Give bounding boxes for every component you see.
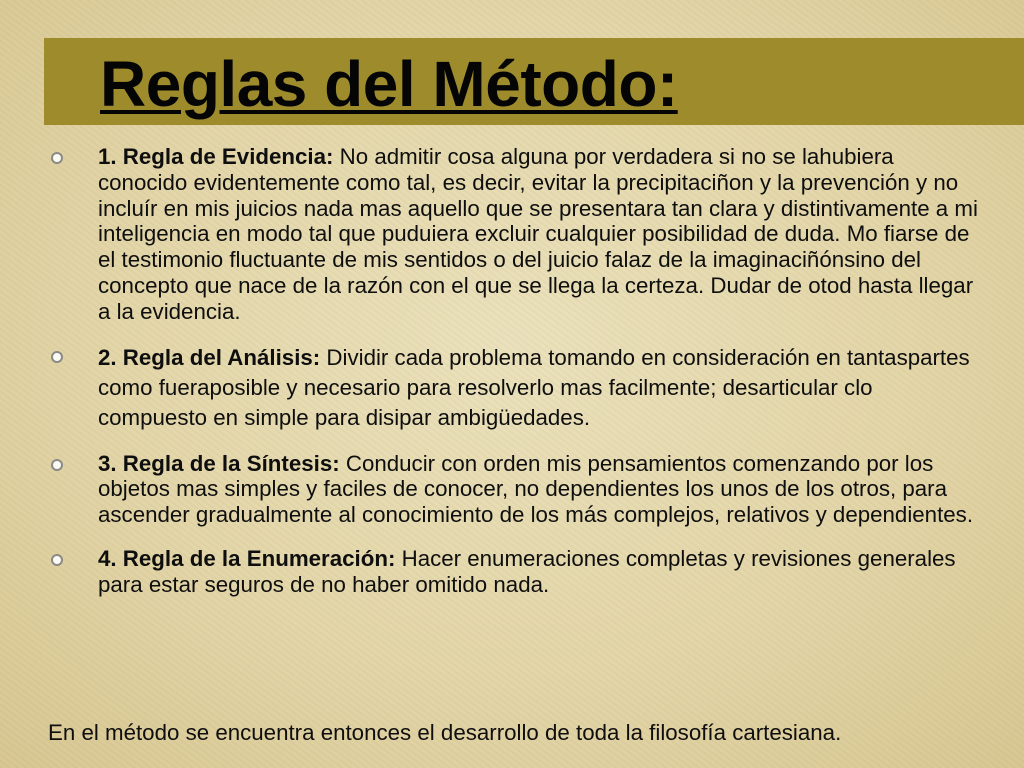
rule-label: 3. Regla de la Síntesis: xyxy=(98,450,340,476)
rule-text: No admitir cosa alguna por verdadera si no se lahubiera conocido evidentemente como tal, es decir, evitar la precipitaciñon y la prevención y no incluír en mis juicios nada mas aquello que se presentara tan clara y distintivamente a mi inteligencia en modo tal que puduiera excluir cualquier posibilidad de duda. Mo fiarse de el testimonio fluctuante de mis sentidos o del juicio falaz de la imaginaciñónsino del concepto que nace de la razón con el que se llega la certeza. Dudar de otod hasta llegar a la evidencia. xyxy=(98,144,978,324)
rules-list xyxy=(0,144,1024,616)
slide-title: Reglas del Método: xyxy=(100,48,678,120)
bullet-icon xyxy=(51,351,63,363)
rule-text: Conducir con orden mis pensamientos comenzando por los objetos mas simples y faciles de conocer, no dependientes los unos de los otros, para ascender gradualmente al conocimiento de los más complejos, relativos y dependientes. xyxy=(98,450,974,528)
rule-label: 4. Regla de la Enumeración: xyxy=(98,545,396,571)
rule-analysis xyxy=(0,343,1024,433)
rule-enumeration xyxy=(0,546,1024,598)
bullet-icon xyxy=(51,459,63,471)
rule-label: 1. Regla de Evidencia: xyxy=(98,144,334,169)
bullet-icon xyxy=(51,554,63,566)
bullet-icon xyxy=(51,152,63,164)
rule-evidence xyxy=(0,144,1024,325)
rule-text: Hacer enumeraciones completas y revisiones generales para estar seguros de no haber omitido nada. xyxy=(98,545,956,597)
rule-synthesis xyxy=(0,451,1024,528)
rule-label: 2. Regla del Análisis: xyxy=(98,344,321,370)
conclusion-text: En el método se encuentra entonces el desarrollo de toda la filosofía cartesiana. xyxy=(48,720,842,745)
rule-text: Dividir cada problema tomando en consideración en tantaspartes como fueraposible y necesario para resolverlo mas facilmente; desarticular clo compuesto en simple para disipar ambigüedades. xyxy=(98,344,970,430)
